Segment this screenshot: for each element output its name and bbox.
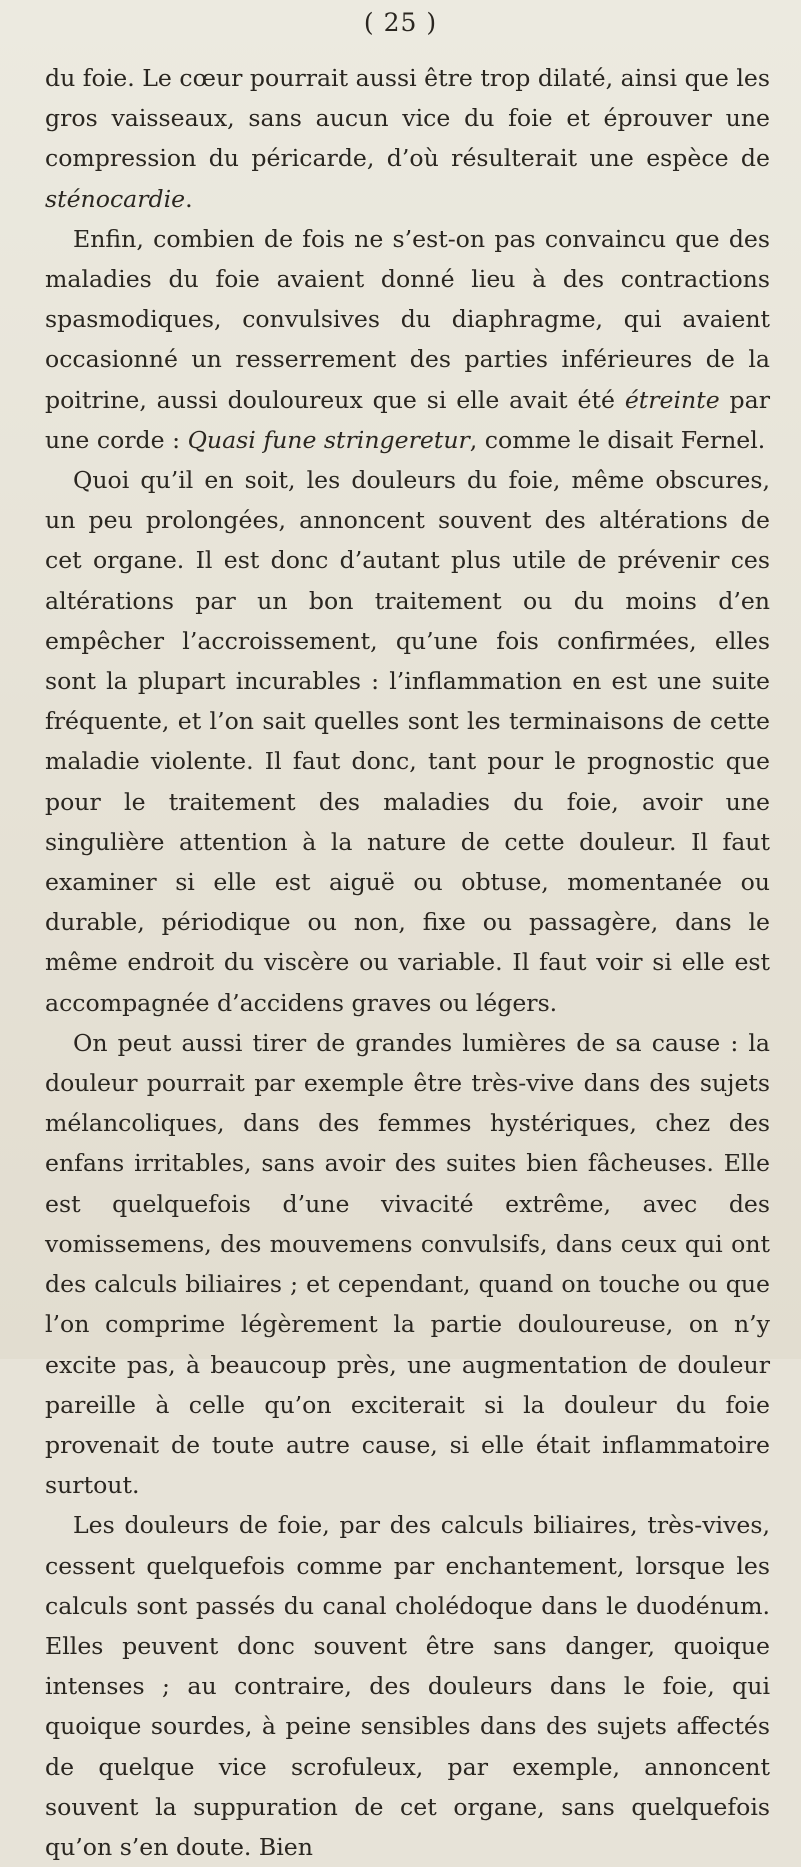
text-segment: Les douleurs de foie, par des calculs biliaires, très-vives, cessent quelquefois comme par enchantement, lorsque les calculs sont passés du canal cholédoque dans le duodénum. Elles peuvent donc souvent être sans danger, quoique intenses ; au contraire, des douleurs dans le foie, qui quoique sourdes, à peine sensibles dans des sujets affectés de quelque vice scrofuleux, par exemple, annoncent souvent la suppuration de cet organe, sans quelquefois qu’on s’en doute. Bien: [45, 1511, 770, 1861]
text-segment: .: [185, 184, 193, 213]
text-segment: Enfin, combien de fois ne s’est-on pas convaincu que des maladies du foie avaient donné lieu à des contractions spasmodiques, convulsives du diaphragme, qui avaient occasionné un resserrement des parties inférieures de la poitrine, aussi douloureux que si elle avait été: [45, 224, 770, 414]
paragraph-5: [45, 1505, 770, 1867]
text-segment: , comme le disait Fernel.: [469, 425, 766, 454]
latin-quote: Quasi fune stringeretur: [187, 425, 470, 454]
text-segment: Quoi qu’il en soit, les douleurs du foie, même obscures, un peu prolongées, annoncent souvent des altérations de cet organe. Il est donc d’autant plus utile de prévenir ces altérations par un bon traitement ou du moins d’en empêcher l’accroissement, qu’une fois confirmées, elles sont la plupart incurables : l’inflammation en est une suite fréquente, et l’on sait quelles sont les terminaisons de cette maladie violente. Il faut donc, tant pour le prognostic que pour le traitement des maladies du foie, avoir une singulière attention à la nature de cette douleur. Il faut examiner si elle est aiguë ou obtuse, momentanée ou durable, périodique ou non, fixe ou passagère, dans le même endroit du viscère ou variable. Il faut voir si elle est accompagnée d’accidens graves ou légers.: [45, 466, 770, 1017]
text-segment: On peut aussi tirer de grandes lumières de sa cause : la douleur pourrait par exemple être très-vive dans des sujets mélancoliques, dans des femmes hystériques, chez des enfans irritables, sans avoir des suites bien fâcheuses. Elle est quelquefois d’une vivacité extrême, avec des vomissemens, des mouvemens convulsifs, dans ceux qui ont des calculs biliaires ; et cependant, quand on touche ou que l’on comprime légèrement la partie douloureuse, on n’y excite pas, à beaucoup près, une augmentation de douleur pareille à celle qu’on exciterait si la douleur du foie provenait de toute autre cause, si elle était inflammatoire surtout.: [45, 1028, 770, 1500]
italic-term: sténocardie: [45, 184, 186, 213]
text-segment: du foie. Le cœur pourrait aussi être trop dilaté, ainsi que les gros vaisseaux, sans aucun vice du foie et éprouver une compression du péricarde, d’où résulterait une espèce de: [45, 64, 770, 173]
paragraph-1: [45, 58, 770, 219]
text-segment: par une corde :: [45, 385, 771, 454]
body-text: [45, 58, 770, 1867]
italic-term: étreinte: [624, 385, 720, 414]
paragraph-4: [45, 1023, 770, 1505]
paragraph-3: [45, 460, 770, 1023]
page-number: ( 25 ): [363, 8, 438, 37]
paragraph-2: [45, 219, 770, 460]
